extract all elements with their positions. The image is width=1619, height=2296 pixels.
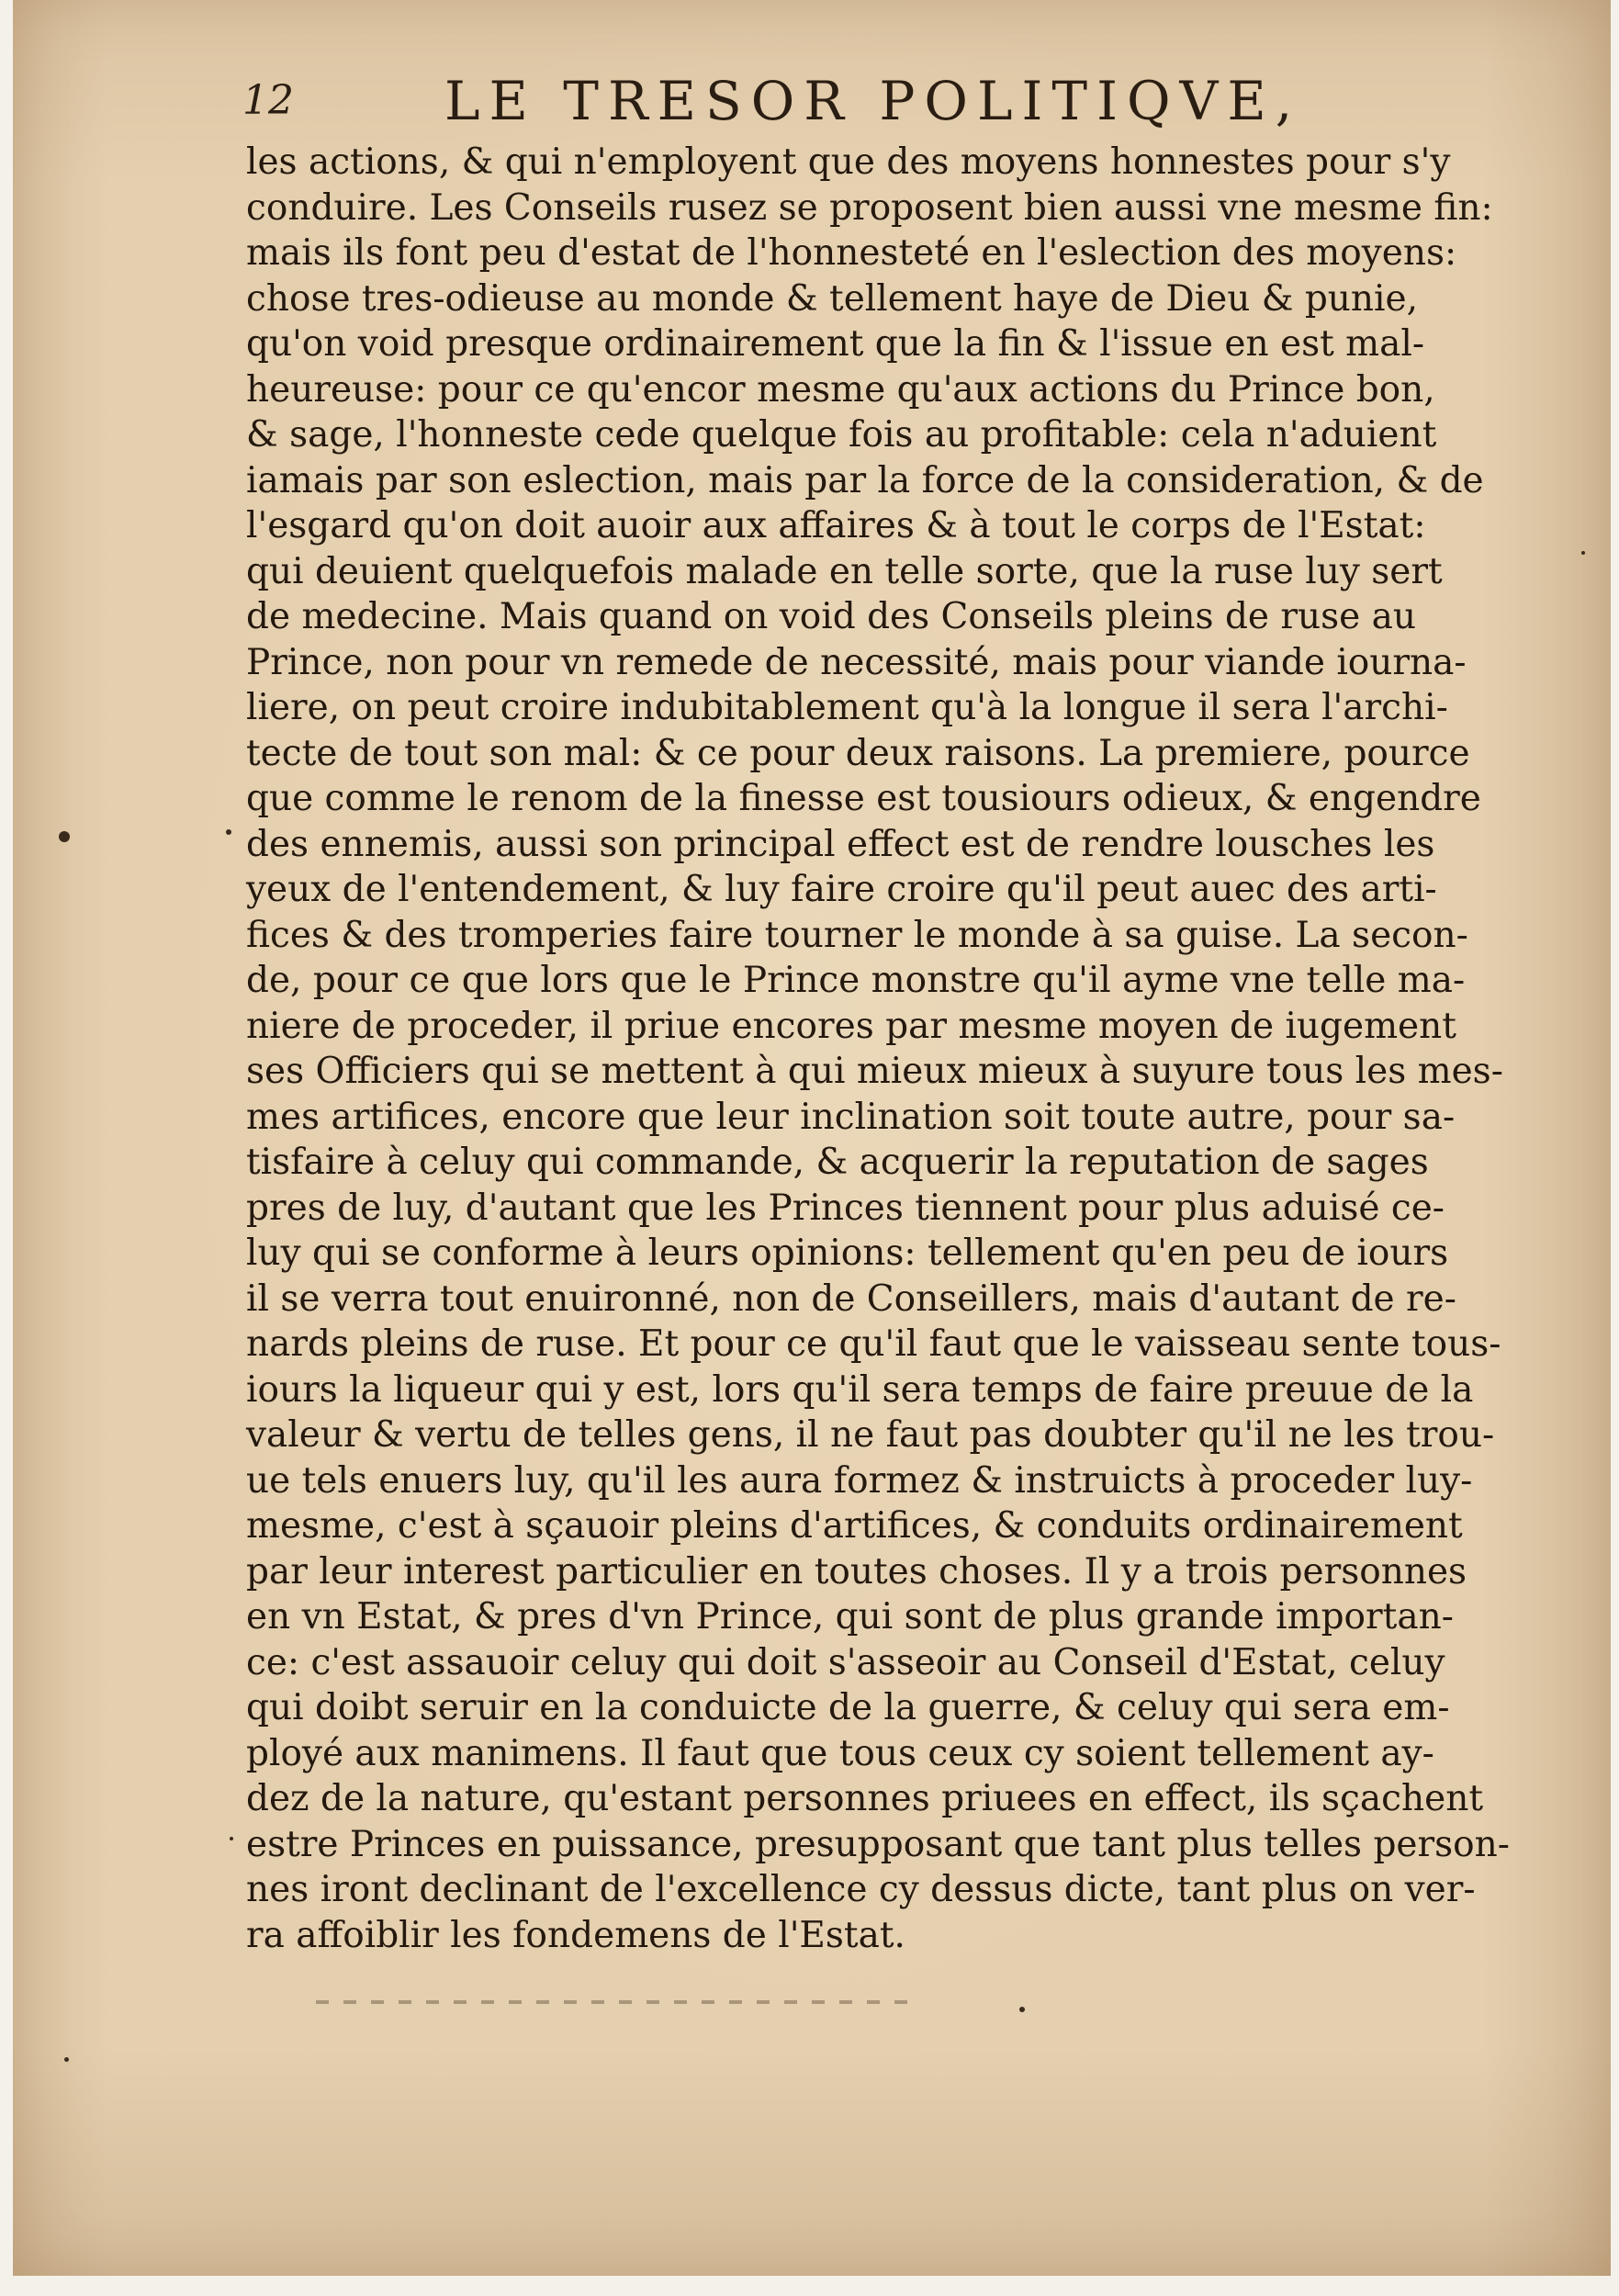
text-line: Prince, non pour vn remede de necessité, mais pour viande iourna- [246,641,1467,683]
text-line: en vn Estat, & pres d'vn Prince, qui sont de plus grande importan- [246,1596,1454,1638]
text-line: ra affoiblir les fondemens de l'Estat. [246,1914,905,1956]
text-line: qui deuient quelquefois malade en telle sorte, que la ruse luy sert [246,550,1443,592]
ink-speck [230,1837,233,1840]
text-line: iamais par son eslection, mais par la force de la consideration, & de [246,459,1484,501]
text-line: niere de proceder, il priue encores par mesme moyen de iugement [246,1005,1456,1047]
text-line: de, pour ce que lors que le Prince monstre qu'il ayme vne telle ma- [246,960,1466,1001]
text-line: nes iront declinant de l'excellence cy dessus dicte, tant plus on ver- [246,1869,1476,1910]
text-line: l'esgard qu'on doit auoir aux affaires & à tout le corps de l'Estat: [246,505,1426,546]
text-line: estre Princes en puissance, presupposant que tant plus telles person- [246,1823,1510,1865]
text-line: & sage, l'honneste cede quelque fois au profitable: cela n'aduient [246,414,1437,456]
text-line: mes artifices, encore que leur inclination soit toute autre, pour sa- [246,1096,1456,1138]
page-number: 12 [242,77,294,124]
text-line: par leur interest particulier en toutes choses. Il y a trois personnes [246,1550,1467,1593]
text-line: de medecine. Mais quand on void des Conseils pleins de ruse au [246,596,1417,637]
text-line: qu'on void presque ordinairement que la fin & l'issue en est mal- [246,323,1425,365]
ink-smudge [316,2000,922,2004]
text-line: ployé aux manimens. Il faut que tous ceux cy soient tellement ay- [246,1732,1434,1774]
text-line: conduire. Les Conseils rusez se proposent bien aussi vne mesme fin: [246,186,1493,229]
text-line: chose tres-odieuse au monde & tellement haye de Dieu & punie, [246,277,1418,320]
text-line: iours la liqueur qui y est, lors qu'il sera temps de faire preuue de la [246,1368,1474,1411]
text-line: tisfaire à celuy qui commande, & acquerir la reputation de sages [246,1142,1429,1183]
text-line: les actions, & qui n'employent que des moyens honnestes pour s'y [246,141,1451,183]
text-line: valeur & vertu de telles gens, il ne faut pas doubter qu'il ne les trou- [246,1414,1495,1456]
ink-speck [64,2057,69,2062]
ink-speck [226,829,231,835]
text-line: mesme, c'est à sçauoir pleins d'artifices, & conduits ordinairement [246,1505,1463,1547]
text-line: ue tels enuers luy, qu'il les aura formez & instruicts à proceder luy- [246,1459,1473,1502]
page-header [233,66,1302,149]
text-line: fices & des tromperies faire tourner le monde à sa guise. La secon- [246,914,1468,956]
text-line: des ennemis, aussi son principal effect est de rendre lousches les [246,823,1435,865]
text-line: mais ils font peu d'estat de l'honnesteté en l'eslection des moyens: [246,232,1457,274]
ink-speck [1581,551,1585,555]
text-line: que comme le renom de la finesse est tousiours odieux, & engendre [246,778,1481,819]
body-text [246,140,1510,1958]
text-line: luy qui se conforme à leurs opinions: tellement qu'en peu de iours [246,1232,1449,1274]
text-line: nards pleins de ruse. Et pour ce qu'il faut que le vaisseau sente tous- [246,1323,1501,1365]
text-line: dez de la nature, qu'estant personnes priuees en effect, ils sçachent [246,1778,1483,1819]
book-page [13,0,1611,2276]
text-line: tecte de tout son mal: & ce pour deux raisons. La premiere, pource [246,732,1470,774]
text-line: qui doibt seruir en la conduicte de la guerre, & celuy qui sera em- [246,1687,1450,1728]
text-line: yeux de l'entendement, & luy faire croire qu'il peut auec des arti- [246,869,1437,910]
text-line: pres de luy, d'autant que les Princes tiennent pour plus aduisé ce- [246,1187,1445,1229]
text-line: il se verra tout enuironné, non de Conseillers, mais d'autant de re- [246,1277,1456,1320]
running-title: LE TRESOR POLITIQVE, [444,70,1302,132]
ink-speck [59,831,70,842]
text-line: ce: c'est assauoir celuy qui doit s'asseoir au Conseil d'Estat, celuy [246,1641,1445,1683]
ink-speck [1019,2007,1025,2012]
text-line: ses Officiers qui se mettent à qui mieux mieux à suyure tous les mes- [246,1051,1503,1092]
text-line: heureuse: pour ce qu'encor mesme qu'aux actions du Prince bon, [246,368,1435,411]
text-line: liere, on peut croire indubitablement qu'à la longue il sera l'archi- [246,687,1448,728]
